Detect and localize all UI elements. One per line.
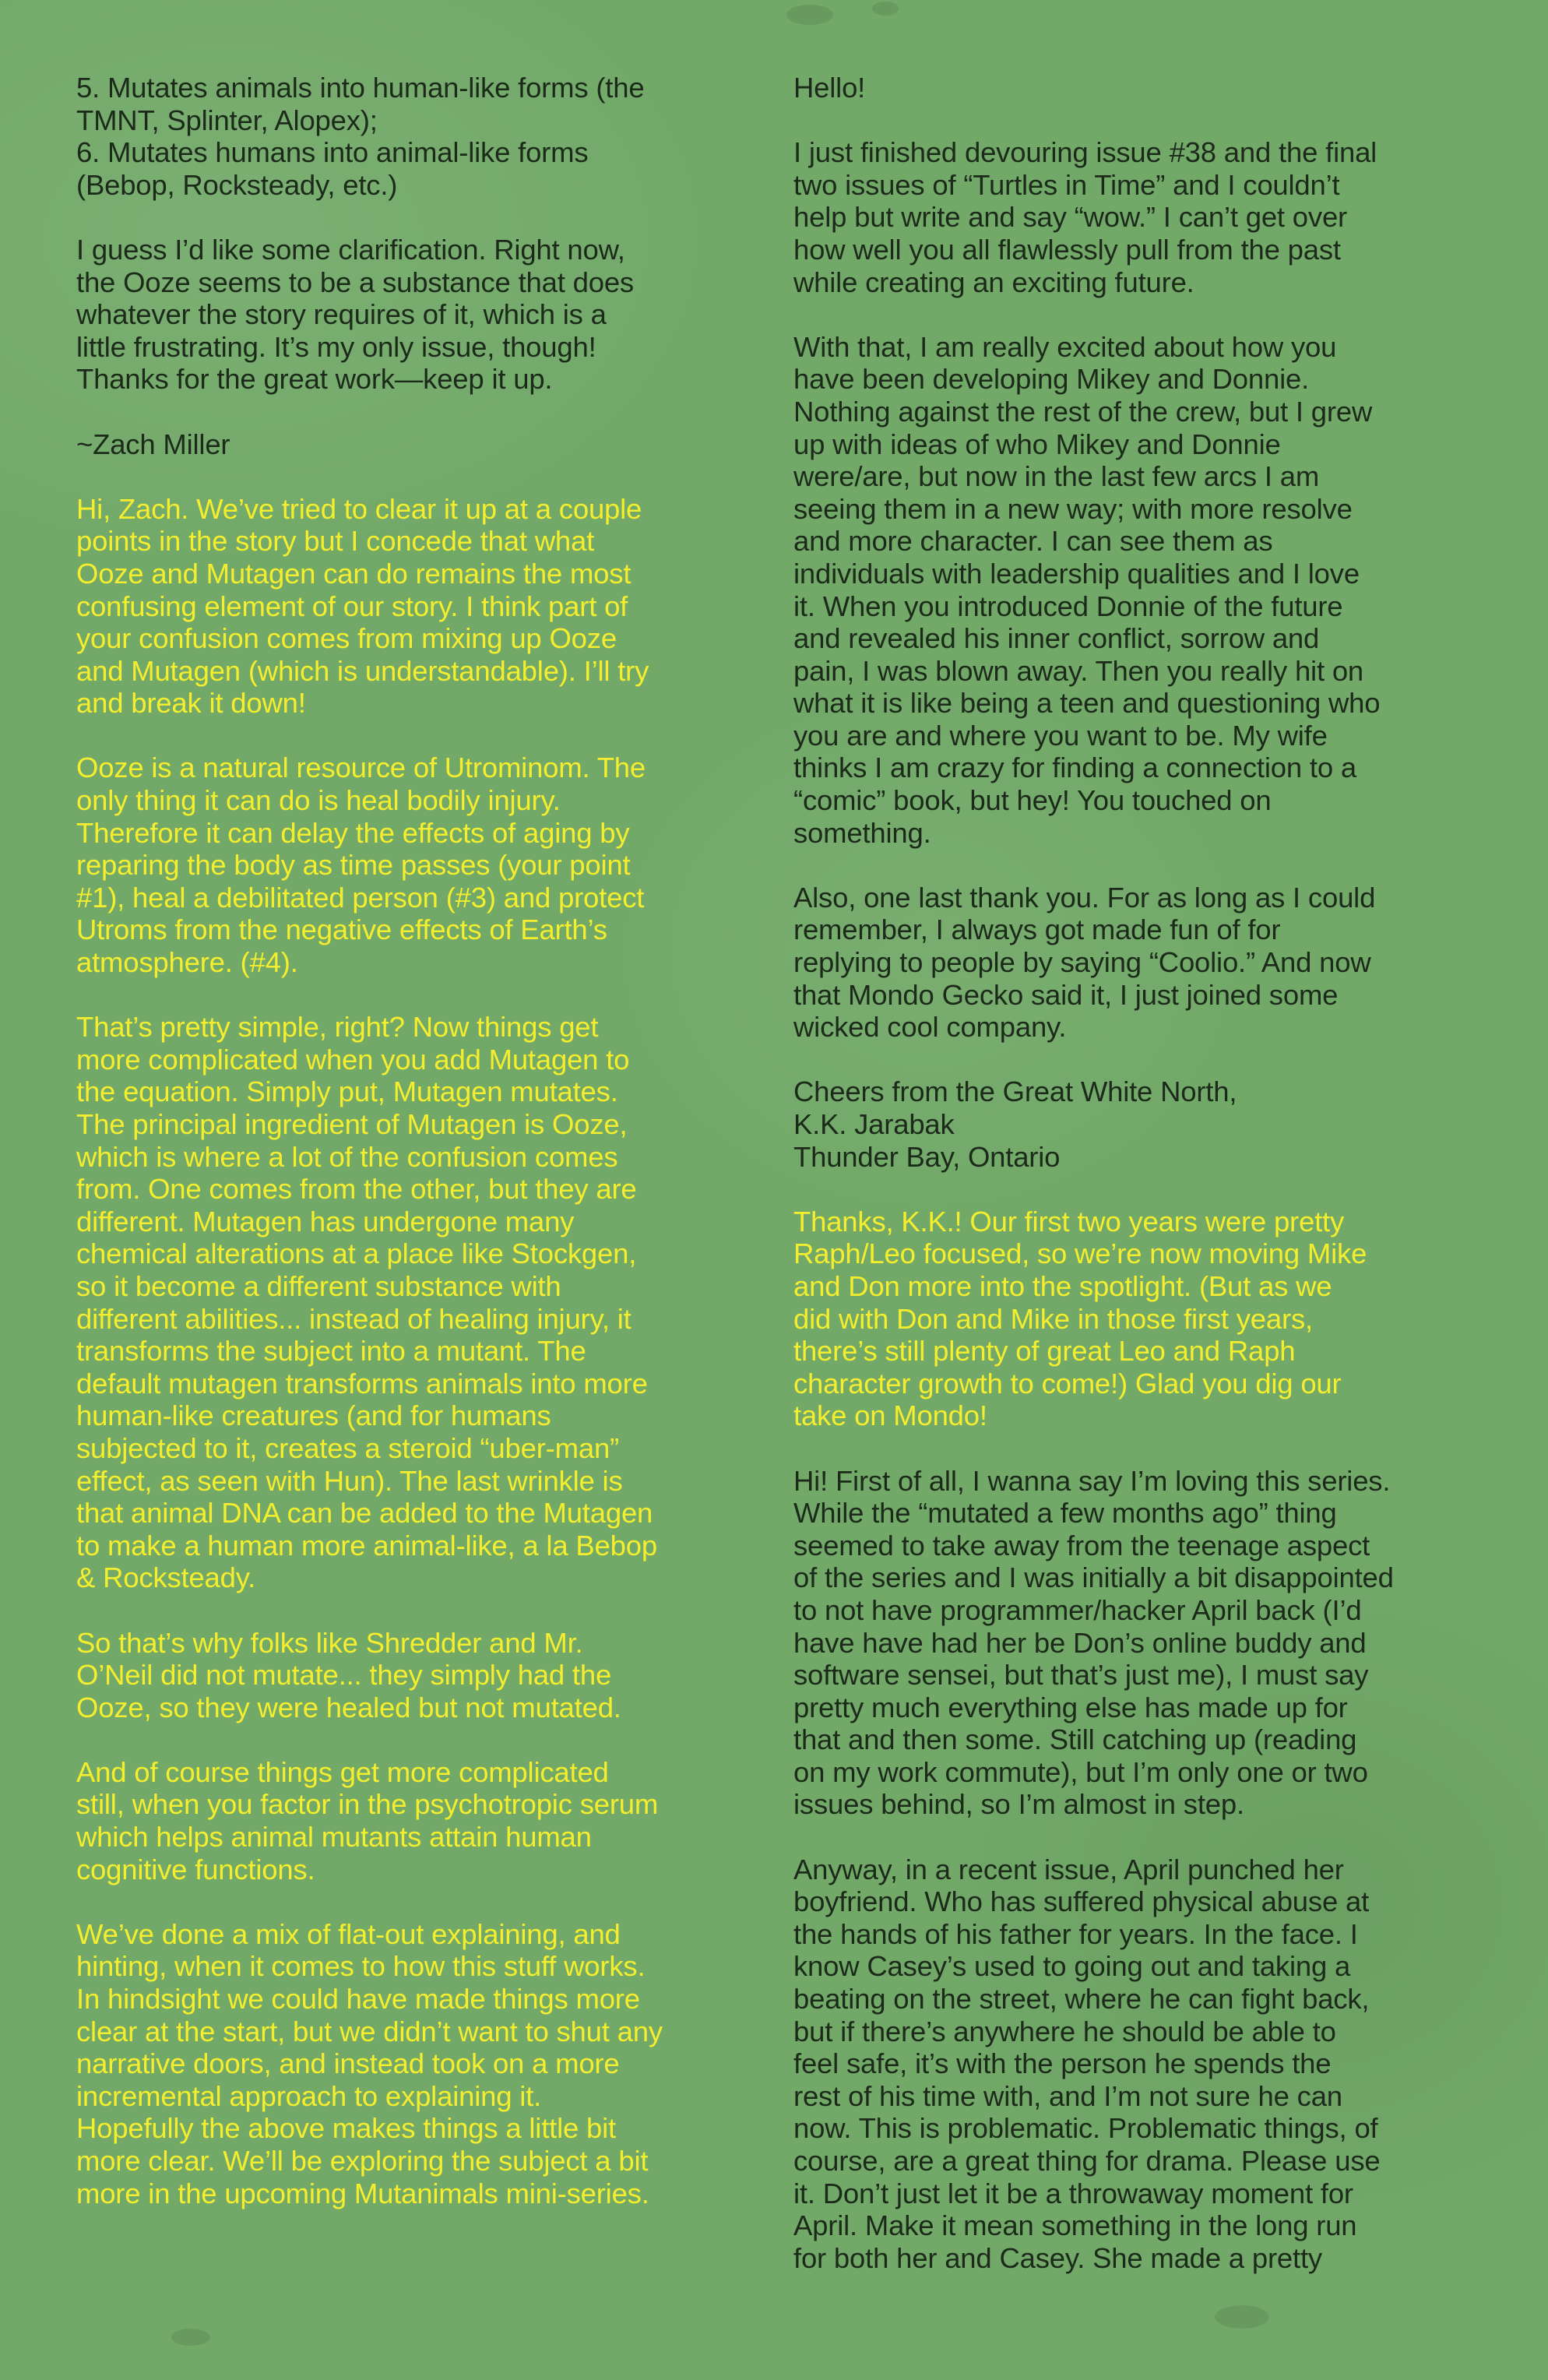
- letter-greeting: Hello!: [793, 72, 866, 104]
- letter-paragraph: Also, one last thank you. For as long as I could remember, I always got made fun of for replying to people by saying “Coolio.” And now that Mondo Gecko said it, I just joined some wicked cool company.: [793, 881, 1376, 1044]
- editor-reply-paragraph: And of course things get more complicated still, when you factor in the psychotropic serum which helps animal mutants attain human cognitive functions.: [76, 1755, 659, 1885]
- editor-reply-paragraph: We’ve done a mix of flat-out explaining, and hinting, when it comes to how this stuff works. In hindsight we could have made things more clear at the start, but we didn’t want to shut any narrative doors, and instead took on a more incremental approach to explaining it. Hopefully the above makes things a little bit more clear. We’ll be exploring the subject a bit more in the upcoming Mutanimals mini-series.: [76, 1917, 663, 2209]
- paper-speck: [171, 2329, 210, 2346]
- paper-speck: [872, 2, 899, 16]
- paper-speck: [1215, 2305, 1269, 2329]
- editor-reply-paragraph: Hi, Zach. We’ve tried to clear it up at a couple points in the story but I concede that what Ooze and Mutagen can do remains the most confusing element of our story. I think part of your confusion comes from mixing up Ooze and Mutagen (which is understandable). I’ll try and break it down!: [76, 492, 649, 720]
- editor-reply-paragraph: Thanks, K.K.! Our first two years were pretty Raph/Leo focused, so we’re now moving Mike and Don more into the spotlight. (But as we did with Don and Mike in those first years, there’s still plenty of great Leo and Raph character growth to come!) Glad you dig our take on Mondo!: [793, 1205, 1367, 1432]
- letter-paragraph: With that, I am really excited about how you have been developing Mikey and Donnie. Nothing against the rest of the crew, but I grew up with ideas of who Mikey and Donnie were/are, but now in the last few arcs I am seeing them in a new way; with more resolve and more character. I can see them as individuals with leadership qualities and I love it. When you introduced Donnie of the future and revealed his inner conflict, sorrow and pain, I was blown away. Then you really hit on what it is like being a teen and questioning who you are and where you want to be. My wife thinks I am crazy for finding a connection to a “comic” book, but hey! You touched on something.: [793, 330, 1381, 849]
- editor-reply-paragraph: Ooze is a natural resource of Utrominom. The only thing it can do is heal bodily injury. Therefore it can delay the effects of aging by reparing the body as time passes (your point #1), heal a debilitated person (#3) and protect Utroms from the negative effects of Earth’s atmosphere. (#4).: [76, 752, 646, 979]
- editor-reply-paragraph: So that’s why folks like Shredder and Mr. O’Neil did not mutate... they simply had the Ooze, so they were healed but not mutated.: [76, 1626, 621, 1723]
- letter-paragraph: Hi! First of all, I wanna say I’m loving this series. While the “mutated a few months ago” thing seemed to take away from the teenage aspect of the series and I was initially a bit disappointed to not have programmer/hacker April back (I’d have have had her be Don’s online buddy and software sensei, but that’s just me), I must say pretty much everything else has made up for that and then some. Still catching up (reading on my work commute), but I’m only one or two issues behind, so I’m almost in step.: [793, 1464, 1394, 1821]
- right-column: [793, 72, 1494, 2307]
- letter-paragraph: I just finished devouring issue #38 and the final two issues of “Turtles in Time” and I couldn’t help but write and say “wow.” I can’t get over how well you all flawlessly pull from the past while creating an exciting future.: [793, 136, 1377, 298]
- paper-speck: [786, 5, 833, 25]
- letter-signature: ~Zach Miller: [76, 428, 230, 460]
- letter-signature: Cheers from the Great White North, K.K. Jarabak Thunder Bay, Ontario: [793, 1076, 1237, 1173]
- letter-paragraph: 5. Mutates animals into human-like forms (the TMNT, Splinter, Alopex); 6. Mutates humans into animal-like forms (Bebop, Rocksteady, etc.): [76, 72, 645, 201]
- letter-paragraph: I guess I’d like some clarification. Right now, the Ooze seems to be a substance that does whatever the story requires of it, which is a little frustrating. It’s my only issue, though! Thanks for the great work—keep it up.: [76, 233, 634, 396]
- editor-reply-paragraph: That’s pretty simple, right? Now things get more complicated when you add Mutagen to the equation. Simply put, Mutagen mutates. The principal ingredient of Mutagen is Ooze, which is where a lot of the confusion comes from. One comes from the other, but they are different. Mutagen has undergone many chemical alterations at a place like Stockgen, so it become a different substance with different abilities... instead of healing injury, it transforms the subject into a mutant. The default mutagen transforms animals into more human-like creatures (and for humans subjected to it, creates a steroid “uber-man” effect, as seen with Hun). The last wrinkle is that animal DNA can be added to the Mutagen to make a human more animal-like, a la Bebop & Rocksteady.: [76, 1011, 657, 1594]
- letter-paragraph: Anyway, in a recent issue, April punched her boyfriend. Who has suffered physical abuse at the hands of his father for years. In the face. I know Casey’s used to going out and taking a beating on the street, where he can fight back, but if there’s anywhere he should be able to feel safe, it’s with the person he spends the rest of his time with, and I’m not sure he can now. This is problematic. Problematic things, of course, are a great thing for drama. Please use it. Don’t just let it be a throwaway moment for April. Make it mean something in the long run for both her and Casey. She made a pretty: [793, 1853, 1381, 2274]
- left-column: [76, 72, 762, 2242]
